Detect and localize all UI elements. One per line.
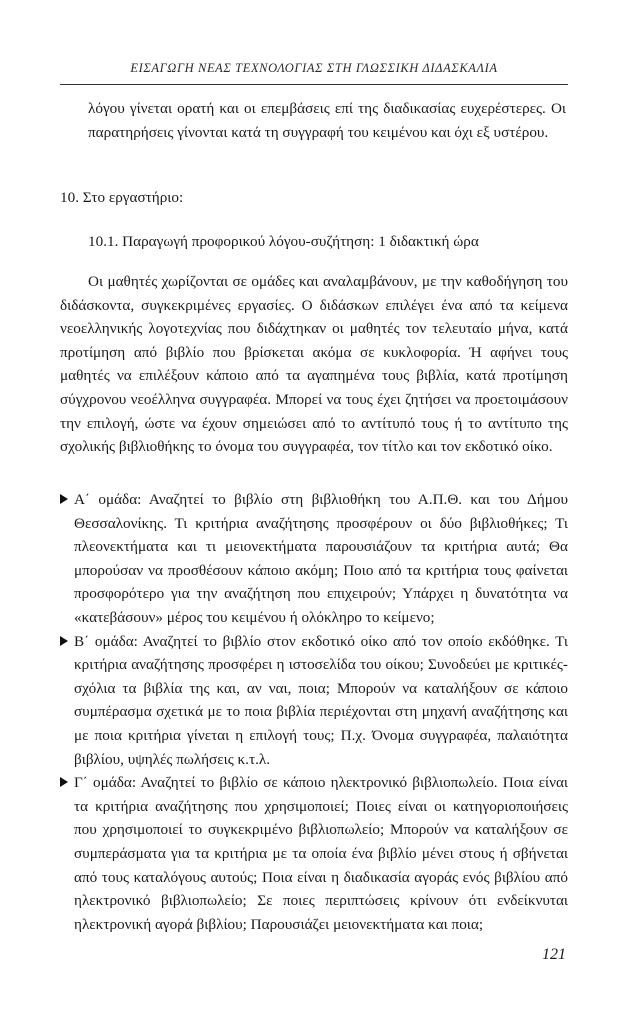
group-a-text: Α΄ ομάδα: Αναζητεί το βιβλίο στη βιβλιοθήκη του Α.Π.Θ. και του Δήμου Θεσσαλονίκης. Τι κριτήρια αναζήτησης προσφέρουν οι δύο βιβλιοθήκες; Τι πλεονεκτήματα και τι μειονεκτήματα παρουσιάζουν τα κριτήρια αυτά; Θα μπορούσαν να προσθέσουν κάποιο ακόμη; Ποιο από τα κριτήρια τους φαίνεται προσφορότερο για την αναζήτηση που επιχειρούν; Υπάρχει η δυνατότητα να «κατεβάσουν» μέρος του κειμένου ή ολόκληρο το κείμενο; bbox=[74, 491, 568, 626]
page-number: 121 bbox=[542, 946, 566, 963]
triangle-bullet-icon bbox=[60, 494, 68, 504]
group-b-text: Β΄ ομάδα: Αναζητεί το βιβλίο στον εκδοτικό οίκο από τον οποίο εκδόθηκε. Τι κριτήρια αναζήτησης προσφέρει η ιστοσελίδα του οίκου; Συνοδεύει με κριτικές-σχόλια τα βιβλία της και, αν ναι, ποια; Μπορούν να καταλήξουν σε κάποιο συμπέρασμα σχετικά με το ποια βιβλία περιέχονται στη μηχανή αναζήτησης και με ποια κριτήρια γίνεται η επιλογή τους; Π.χ. Όνομα συγγραφέα, παλαιότητα βιβλίου, υψηλές πωλήσεις κ.τ.λ. bbox=[74, 632, 568, 768]
group-list bbox=[60, 488, 568, 936]
intro-paragraph: Οι μαθητές χωρίζονται σε ομάδες και αναλαμβάνουν, με την καθοδήγηση του διδάσκοντα, συγκεκριμένες εργασίες. Ο διδάσκων επιλέγει ένα από τα κείμενα νεοελληνικής λογοτεχνίας που διδάχτηκαν οι μαθητές τον τελευταίο μήνα, κατά προτίμηση από βιβλίο που βρίσκεται ακόμα σε κυκλοφορία. Ή αφήνει τους μαθητές να επιλέξουν κάποιο από τα αγαπημένα τους βιβλία, κατά προτίμηση σύγχρονου νεοέλληνα συγγραφέα. Μπορεί να τους έχει ζητήσει να προετοιμάσουν την επιλογή, ώστε να έχουν σημειώσει από το αντίτυπό τους ή το αντίτυπο της σχολικής βιβλιοθήκης το όνομα του συγγραφέα, τον τίτλο και τον εκδοτικό οίκο. bbox=[60, 273, 568, 456]
triangle-bullet-icon bbox=[60, 636, 68, 646]
group-c-text: Γ΄ ομάδα: Αναζητεί το βιβλίο σε κάποιο ηλεκτρονικό βιβλιοπωλείο. Ποια είναι τα κριτήρια αναζήτησης που χρησιμοποιεί; Ποιες είναι οι κατηγοριοποιήσεις που χρησιμοποιεί το συγκεκριμένο βιβλιοπωλείο; Μπορούν να καταλήξουν σε συμπεράσματα για τα κριτήρια με τα οποία ένα βιβλίο μένει στους ή σβήνεται από τους καταλόγους αυτούς; Ποια είναι η διαδικασία αγοράς ενός βιβλίου από ηλεκτρονικό βιβλιοπωλείο; Σε ποιες περιπτώσεις κρίνουν ότι ενδείκνυται ηλεκτρονική αγορά βιβλίου; Παρουσιάζει μειονεκτήματα και ποια; bbox=[74, 774, 568, 933]
continuation-paragraph: λόγου γίνεται ορατή και οι επεμβάσεις επί της διαδικασίας ευχερέστερες. Οι παρατηρήσεις γίνονται κατά τη συγγραφή του κειμένου και όχι εξ υστέρου. bbox=[88, 100, 566, 141]
list-item-group-b bbox=[60, 630, 568, 772]
list-item-group-c bbox=[60, 771, 568, 936]
section-heading: 10. Στο εργαστήριο: bbox=[60, 189, 184, 206]
subsection-heading: 10.1. Παραγωγή προφορικού λόγου-συζήτηση: 1 διδακτική ώρα bbox=[88, 233, 479, 250]
header-rule bbox=[60, 84, 568, 85]
running-header: ΕΙΣΑΓΩΓΗ ΝΕΑΣ ΤΕΧΝΟΛΟΓΙΑΣ ΣΤΗ ΓΛΩΣΣΙΚΗ ΔΙΔΑΣΚΑΛΙΑ bbox=[130, 61, 498, 75]
triangle-bullet-icon bbox=[60, 777, 68, 787]
list-item-group-a bbox=[60, 488, 568, 630]
